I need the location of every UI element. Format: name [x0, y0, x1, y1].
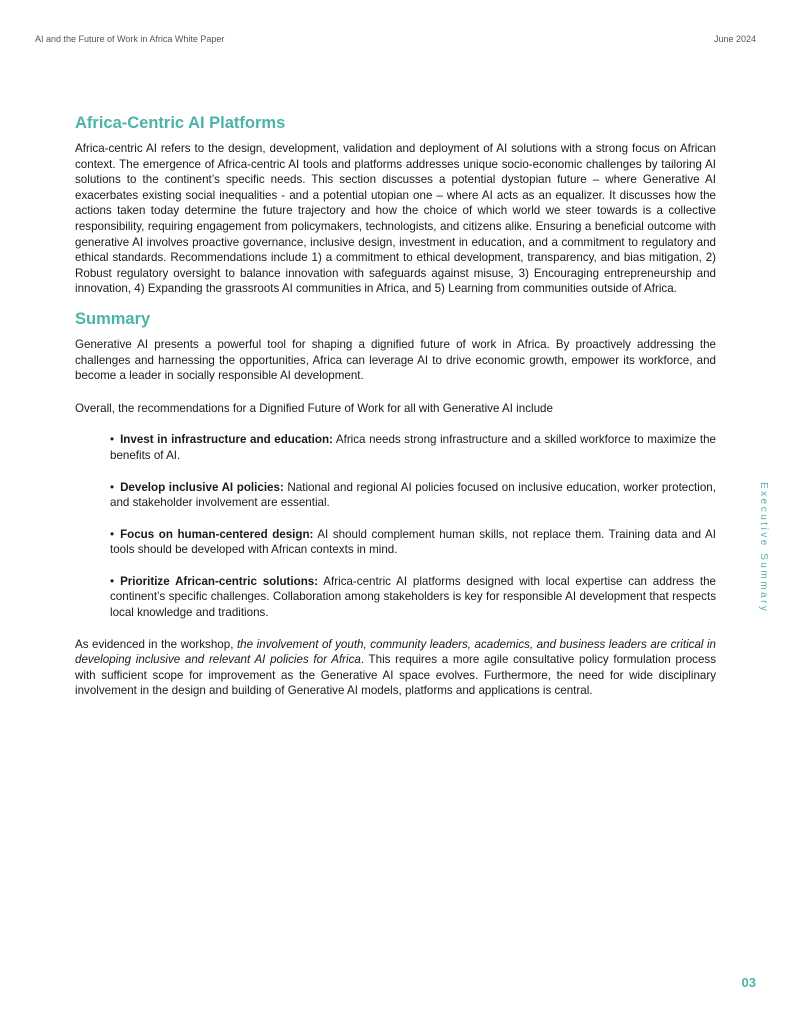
recommendation-title: Develop inclusive AI policies:	[120, 480, 284, 494]
recommendation-text: National and regional AI policies focused on inclusive education, worker protection, and stakeholder involvement are essential.	[110, 480, 716, 510]
section-body-africa-centric: Africa-centric AI refers to the design, development, validation and deployment of AI solutions with a strong focus on African context. The emergence of Africa-centric AI tools and platforms addresses unique socio-economic challenges by tailoring AI solutions to the continent’s specific needs. This section discusses a potential dystopian future – where Generative AI exacerbates existing social inequalities - and a potential utopian one – where AI acts as an equalizer. It discusses how the actions taken today determine the future trajectory and how the choice of which world we steer towards is a collective responsibility, requiring engagement from policymakers, technologists, and citizens alike. Ensuring a beneficial outcome with generative AI involves proactive governance, inclusive design, investment in education, and a commitment to regulatory and ethical standards. Recommendations include 1) a commitment to ethical development, transparency, and bias mitigation, 2) Robust regulatory oversight to balance innovation with safeguards against misuse, 3) Encouraging entrepreneurship and innovation, 4) Expanding the grassroots AI communities in Africa, and 5) Learning from communities outside of Africa.	[75, 142, 716, 296]
closing-intro: As evidenced in the workshop,	[75, 637, 237, 651]
bullet-icon: •	[110, 527, 115, 541]
recommendation-item	[110, 527, 716, 558]
bullet-icon: •	[110, 433, 115, 447]
recommendation-text: Africa needs strong infrastructure and a skilled workforce to maximize the benefits of AI.	[110, 433, 716, 462]
summary-paragraph: Generative AI presents a powerful tool for shaping a dignified future of work in Africa. By proactively addressing the challenges and harnessing the opportunities, Africa can leverage AI to drive economic growth, empower its workforce, and become a leader in socially responsible AI development.	[75, 337, 716, 383]
recommendation-title: Focus on human-centered design:	[120, 527, 314, 541]
bullet-icon: •	[110, 480, 115, 494]
page-number: 03	[741, 975, 756, 990]
document-date: June 2024	[713, 34, 756, 44]
section-heading-summary: Summary	[75, 309, 151, 328]
recommendation-item	[110, 432, 716, 463]
main-content	[75, 114, 716, 699]
closing-emphasis: the involvement of youth, community leaders, academics, and business leaders are critical in developing inclusive and relevant AI policies for Africa	[75, 637, 716, 667]
recommendations-list	[75, 432, 716, 620]
section-heading-africa-centric: Africa-Centric AI Platforms	[75, 114, 286, 132]
closing-rest: . This requires a more agile consultative policy formulation process with sufficient scope for improvement as the Generative AI space evolves. Furthermore, the need for wide disciplinary involvement in the design and building of Generative AI models, platforms and applications is central.	[75, 653, 716, 698]
closing-paragraph	[75, 637, 716, 699]
recommendations-intro: Overall, the recommendations for a Dignified Future of Work for all with Generative AI include	[75, 401, 553, 415]
bullet-icon: •	[110, 574, 115, 588]
recommendation-item	[110, 574, 716, 621]
recommendation-item	[110, 480, 716, 511]
recommendation-text: Africa-centric AI platforms designed with local expertise can address the continent’s specific challenges. Collaboration among stakeholders is key for responsible AI development that respects local knowledge and traditions.	[110, 574, 716, 620]
recommendation-text: AI should complement human skills, not replace them. Training data and AI tools should be developed with African contexts in mind.	[110, 527, 716, 557]
section-side-label: Executive Summary	[758, 482, 769, 614]
document-title: AI and the Future of Work in Africa White Paper	[35, 34, 225, 44]
recommendation-title: Invest in infrastructure and education:	[120, 433, 333, 447]
recommendation-title: Prioritize African-centric solutions:	[120, 574, 319, 588]
